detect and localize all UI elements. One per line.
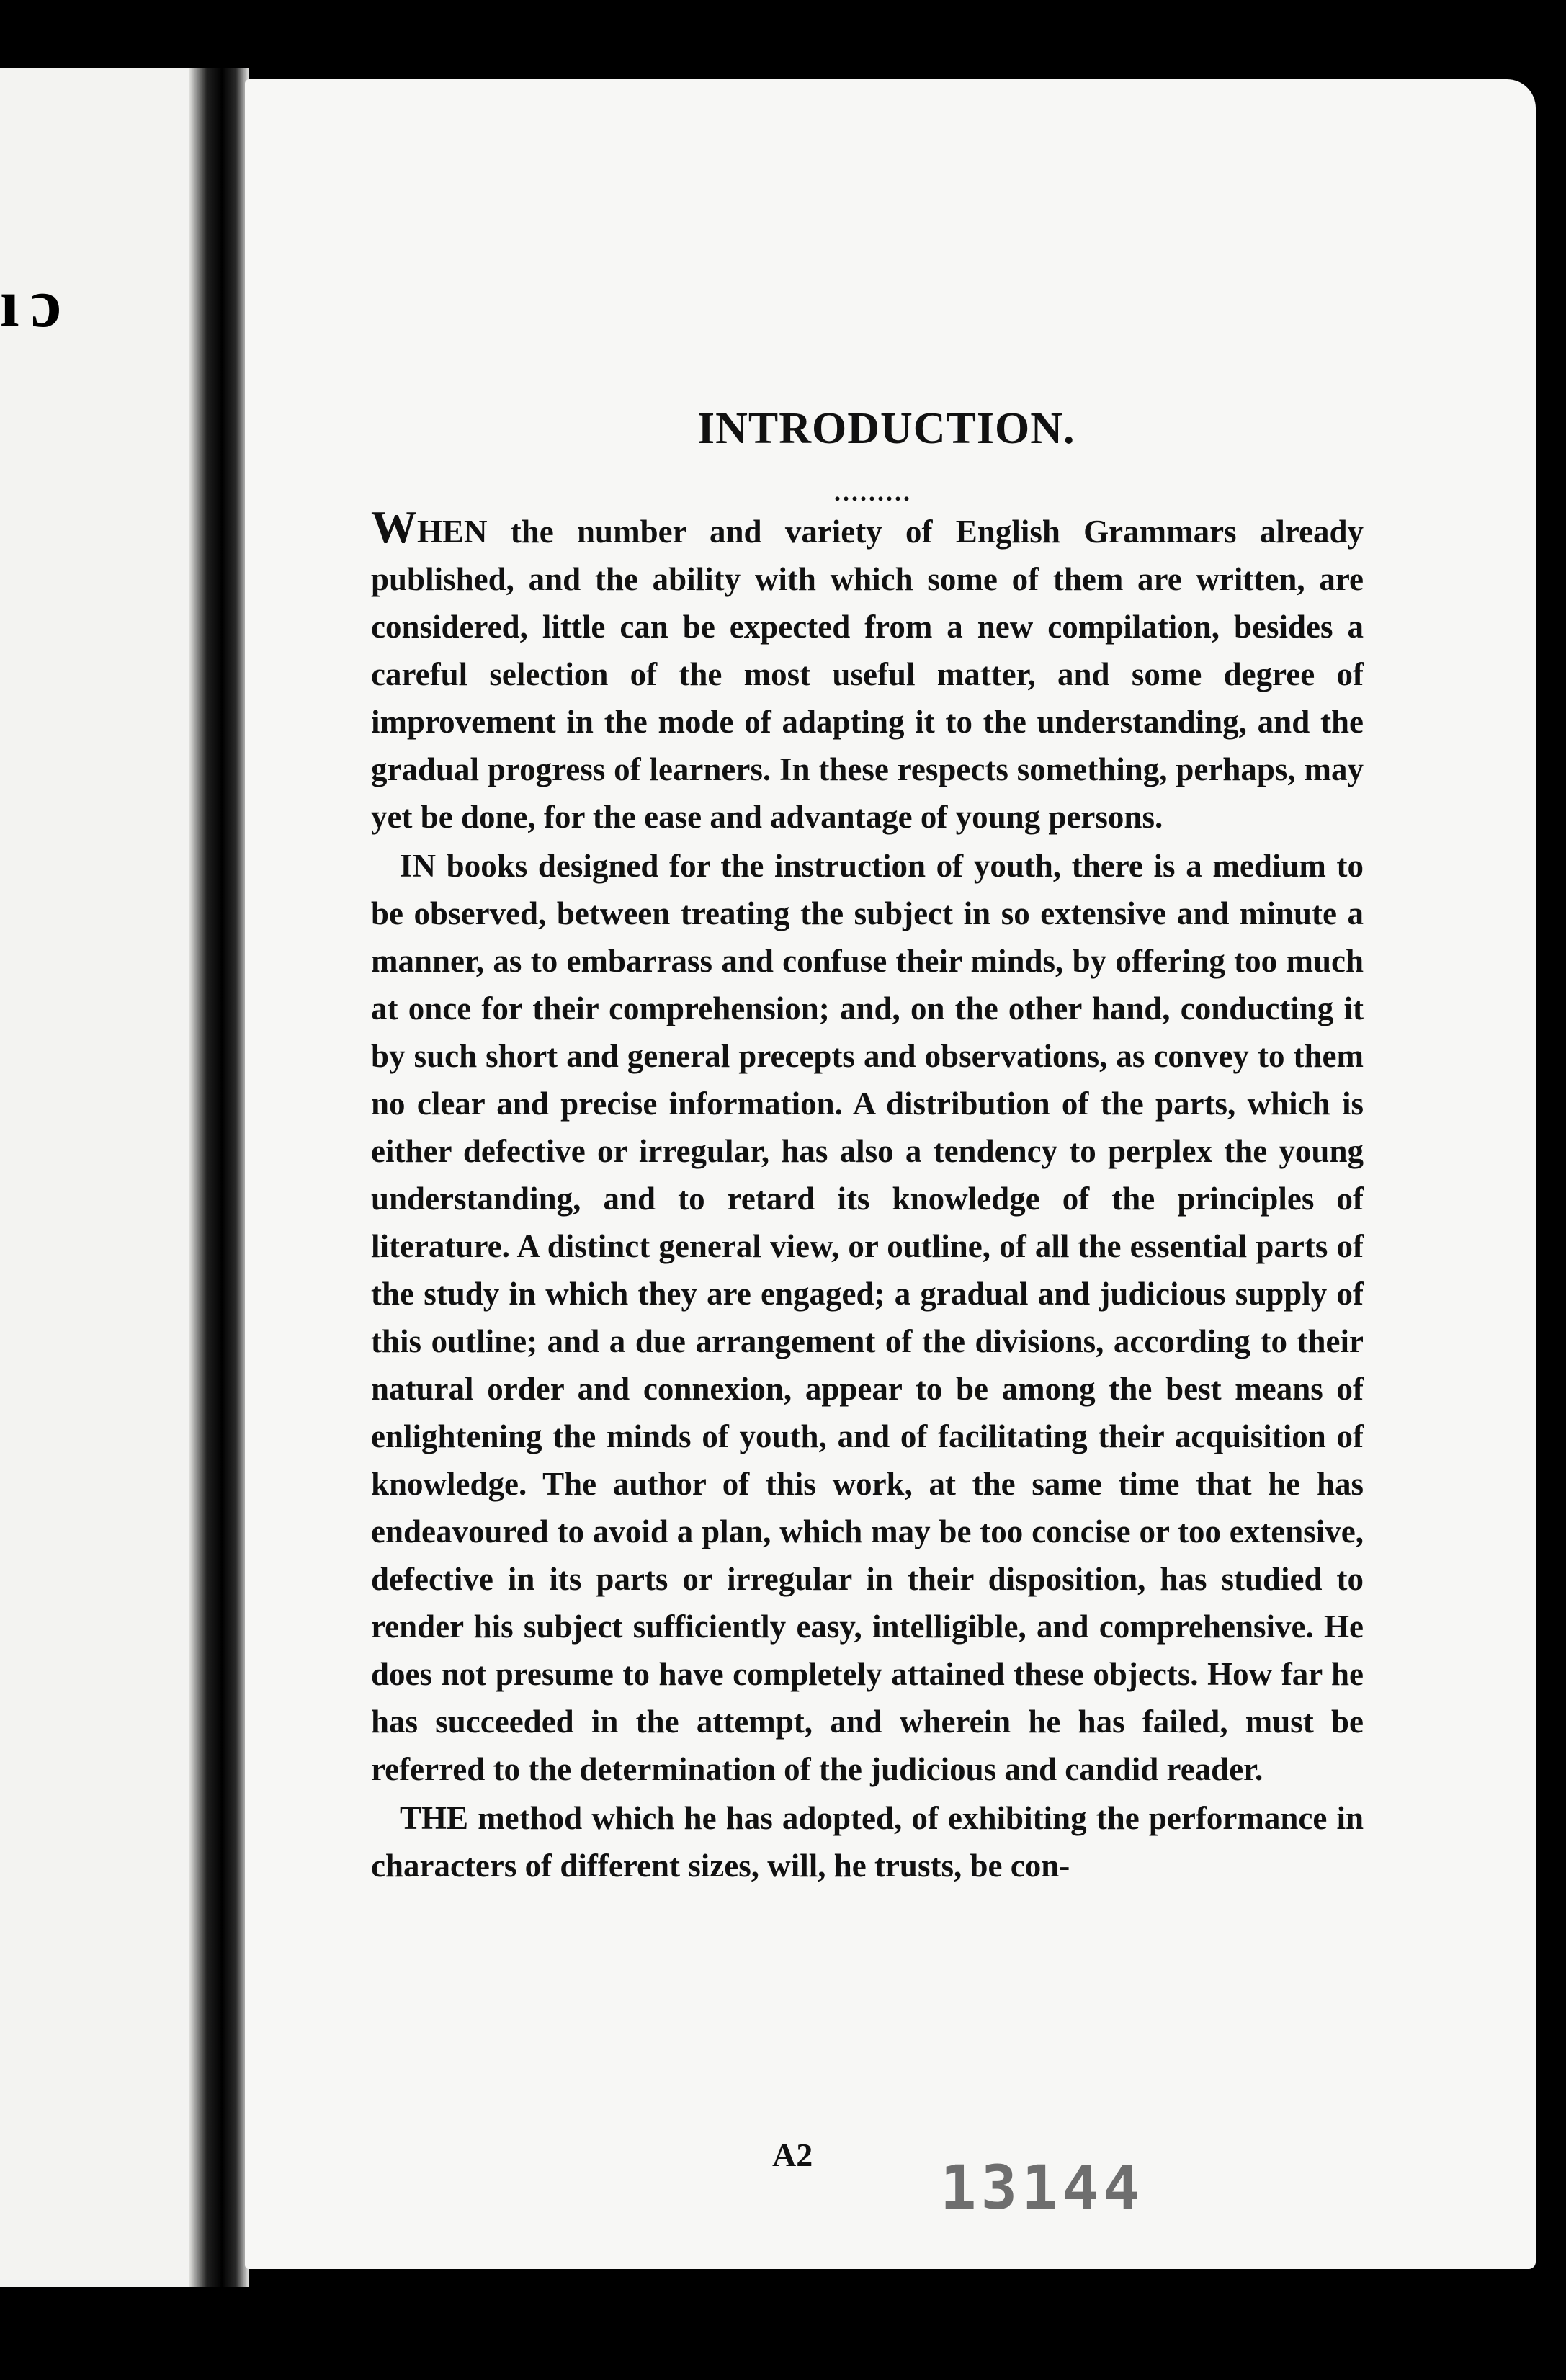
- body-text: [371, 501, 1364, 1889]
- title-ornament: .........: [834, 478, 912, 506]
- book-gutter: [189, 68, 249, 2287]
- drop-cap: W: [371, 501, 417, 552]
- paragraph-3: THE method which he has adopted, of exhibiting the performance in characters of different sizes, will, he trusts, be con-: [371, 1800, 1364, 1884]
- library-stamp-number: 13144: [940, 2152, 1144, 2223]
- paragraph-1-text: HEN the number and variety of English Grammars already published, and the ability with which some of them are written, are considered, little can be expected from a new compilation, besides a careful selection of the most useful matter, and some degree of improvement in the mode of adapting it to the understanding, and the gradual progress of learners. In these respects something, perhaps, may yet be done, for the ease and advantage of young persons.: [371, 514, 1364, 835]
- paragraph-1: [371, 501, 1364, 841]
- signature-mark: A2: [772, 2137, 813, 2173]
- left-page-margin-mark: ı ɔ: [0, 264, 59, 341]
- page-title: INTRODUCTION.: [697, 404, 1075, 453]
- paragraph-2: IN books designed for the instruction of youth, there is a medium to be observed, between treating the subject in so extensive and minute a manner, as to embarrass and confuse their minds, by offering too much at once for their comprehension; and, on the other hand, conducting it by such short and general precepts and observations, as convey to them no clear and precise information. A distribution of the parts, which is either defective or irregular, has also a tendency to perplex the young understanding, and to retard its knowledge of the principles of literature. A distinct general view, or outline, of all the essential parts of the study in which they are engaged; a gradual and judicious supply of this outline; and a due arrangement of the divisions, according to their natural order and connexion, appear to be among the best means of enlightening the minds of youth, and of facilitating their acquisition of knowledge. The author of this work, at the same time that he has endeavoured to avoid a plan, which may be too concise or too extensive, defective in its parts or irregular in their disposition, has studied to render his subject sufficiently easy, intelligible, and comprehensive. He does not presume to have completely attained these objects. How far he has succeeded in the attempt, and wherein he has failed, must be referred to the determination of the judicious and candid reader.: [371, 848, 1364, 1787]
